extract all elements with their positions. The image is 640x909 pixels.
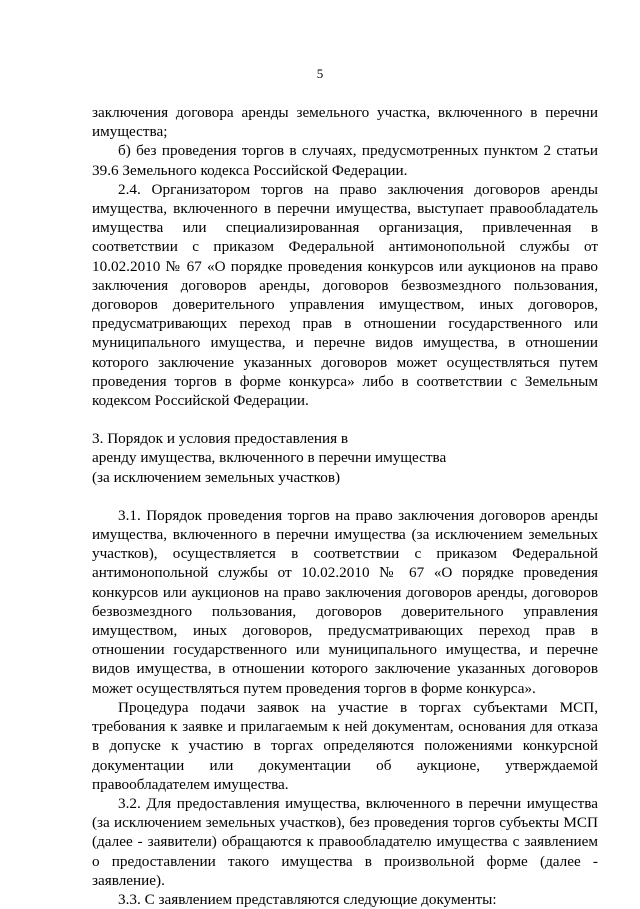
paragraph: 3.1. Порядок проведения торгов на право заключения договоров аренды имущества, включенного в перечни имущества (за исключением земельных участков), осуществляется в соответствии с приказом Федеральной антимонопольной службы от 10.02.2010 № 67 «О порядке проведения конкурсов или аукционов на право заключения договоров аренды, договоров безвозмездного пользования, договоров доверительного управления имуществом, иных договоров, предусматривающих переход прав в отношении государственного или муниципального имущества, и перечне видов имущества, в отношении которого заключение указанных договоров может осуществляться путем проведения торгов в форме конкурса».	[92, 506, 598, 697]
page-number: 5	[316, 66, 324, 81]
paragraph: б) без проведения торгов в случаях, предусмотренных пунктом 2 статьи 39.6 Земельного кодекса Российской Федерации.	[92, 142, 598, 179]
section-heading-line: 3. Порядок и условия предоставления в	[92, 430, 349, 448]
document-body	[92, 103, 598, 909]
paragraph: Процедура подачи заявок на участие в торгах субъектами МСП, требования к заявке и прилагаемым к ней документам, основания для отказа в допуске к участию в торгах определяются положениями конкурсной документации или документации об аукционе, утверждаемой правообладателем имущества.	[92, 698, 598, 793]
paragraph: 2.4. Организатором торгов на право заключения договоров аренды имущества, включенного в перечни имущества, выступает правообладатель имущества или специализированная организация, привлеченная в соответствии с приказом Федеральной антимонопольной службы от 10.02.2010 № 67 «О порядке проведения конкурсов или аукционов на право заключения договоров аренды, договоров безвозмездного пользования, договоров доверительного управления имуществом, иных договоров, предусматривающих переход прав в отношении государственного или муниципального имущества, и перечне видов имущества, в отношении которого заключение указанных договоров может осуществляться путем проведения торгов в форме конкурса» либо в соответствии с Земельным кодексом Российской Федерации.	[92, 180, 598, 410]
paragraph: заключения договора аренды земельного участка, включенного в перечни имущества;	[92, 104, 598, 141]
paragraph: 3.2. Для предоставления имущества, включенного в перечни имущества (за исключением земельных участков), без проведения торгов субъекты МСП (далее - заявители) обращаются к правообладателю имущества с заявлением о предоставлении такого имущества в произвольной форме (далее - заявление).	[92, 794, 598, 889]
paragraph: 3.3. С заявлением представляются следующие документы:	[118, 890, 497, 908]
section-heading-line: (за исключением земельных участков)	[92, 468, 341, 486]
section-heading-line: аренду имущества, включенного в перечни имущества	[92, 449, 447, 467]
